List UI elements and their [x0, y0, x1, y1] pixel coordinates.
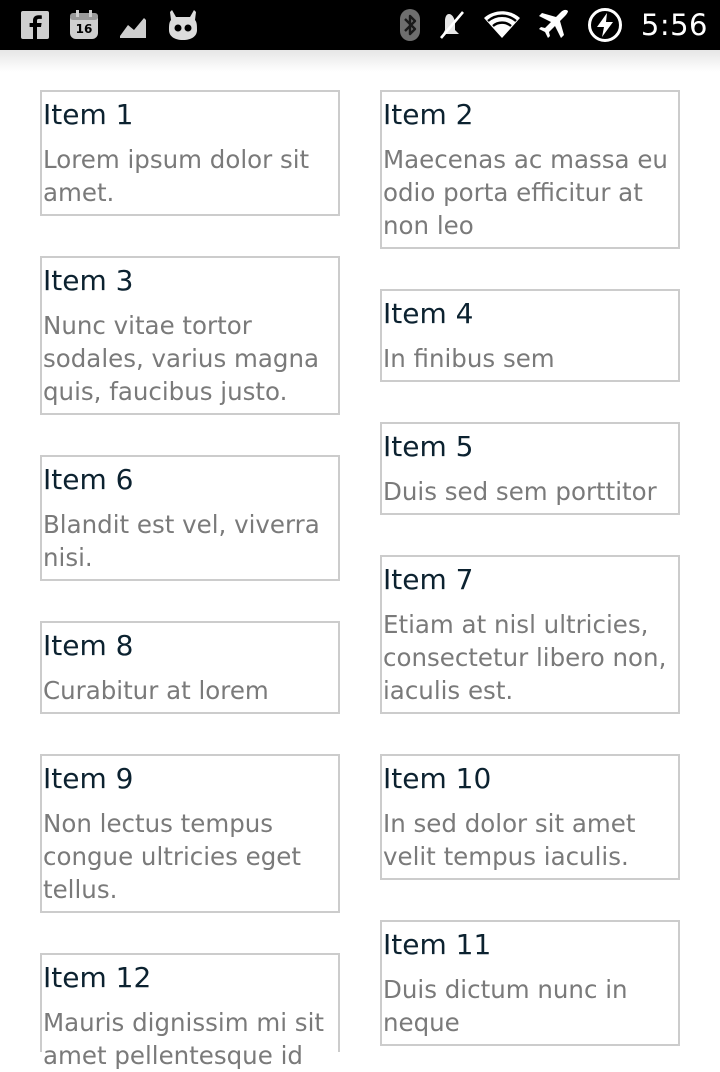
item-description: Mauris dignissim mi sit amet pellentesque id: [43, 1008, 324, 1070]
list-item[interactable]: [40, 754, 340, 913]
item-title: Item 10: [383, 762, 492, 795]
cyanogen-mascot-icon: [166, 8, 200, 42]
item-title: Item 6: [43, 463, 134, 496]
list-item[interactable]: [380, 920, 680, 1046]
list-item[interactable]: [380, 90, 680, 249]
airplane-icon: [537, 8, 571, 42]
list-item[interactable]: [380, 289, 680, 382]
facebook-icon: [20, 10, 50, 40]
clock: 5:56: [640, 8, 708, 42]
list-item[interactable]: [40, 621, 340, 714]
list-item[interactable]: [40, 256, 340, 415]
calendar-icon: [68, 9, 100, 41]
app-bar-shadow: [0, 50, 720, 72]
item-description: Blandit est vel, viverra nisi.: [43, 510, 320, 572]
item-title: Item 5: [383, 430, 474, 463]
item-title: Item 12: [43, 961, 152, 994]
wifi-icon: [483, 10, 521, 40]
calendar-day: 16: [75, 22, 93, 36]
item-title: Item 11: [383, 928, 492, 961]
item-description: Maecenas ac massa eu odio porta efficitur at non leo: [383, 145, 668, 240]
list-item[interactable]: [40, 953, 340, 1070]
item-description: In finibus sem: [383, 344, 555, 373]
list-item[interactable]: [380, 422, 680, 515]
item-description: Duis dictum nunc in neque: [383, 975, 628, 1037]
chart-icon: [118, 10, 148, 40]
item-description: Etiam at nisl ultricies, consectetur libero non, iaculis est.: [383, 610, 667, 705]
item-description: Lorem ipsum dolor sit amet.: [43, 145, 310, 207]
status-bar: [0, 0, 720, 50]
item-title: Item 3: [43, 264, 134, 297]
item-description: Nunc vitae tortor sodales, varius magna quis, faucibus justo.: [43, 311, 319, 406]
list-item[interactable]: [40, 455, 340, 581]
bluetooth-icon: [399, 8, 421, 42]
item-title: Item 7: [383, 563, 474, 596]
battery-charging-icon: [587, 7, 623, 43]
item-description: Non lectus tempus congue ultricies eget tellus.: [43, 809, 301, 904]
item-title: Item 2: [383, 98, 474, 131]
list-item[interactable]: [380, 555, 680, 714]
notification-icons: [20, 8, 200, 42]
item-title: Item 4: [383, 297, 474, 330]
item-title: Item 8: [43, 629, 134, 662]
muted-icon: [437, 8, 467, 42]
item-title: Item 9: [43, 762, 134, 795]
item-title: Item 1: [43, 98, 134, 131]
list-item[interactable]: [380, 754, 680, 880]
item-description: Curabitur at lorem: [43, 676, 269, 705]
system-icons: [399, 6, 708, 44]
item-description: In sed dolor sit amet velit tempus iaculis.: [383, 809, 636, 871]
list-item[interactable]: [40, 90, 340, 216]
item-description: Duis sed sem porttitor: [383, 477, 657, 506]
